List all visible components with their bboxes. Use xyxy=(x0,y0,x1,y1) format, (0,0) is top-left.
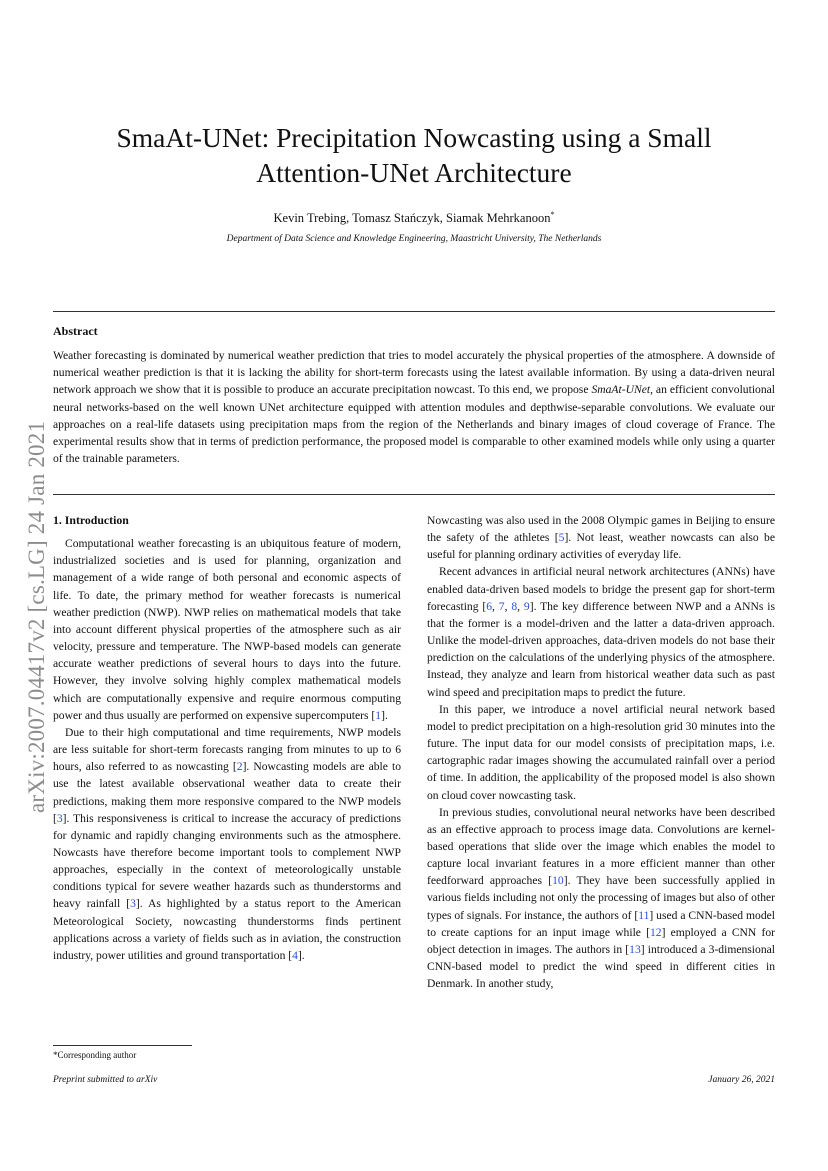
paragraph-text: , xyxy=(504,599,512,613)
paragraph-text: ]. The key difference between NWP and a ANNs is that the former is a model-driven and the latter a data-driven approach. Unlike the model-driven approaches, data-driven models do not base their prediction on the calculations of the underlying physics of the atmosphere. Instead, they analyze and learn from historical weather data such as past wind speed and precipitation maps to predict the future. xyxy=(427,599,776,699)
paragraph-text: ] introduced a 3-dimensional CNN-based model to predict the wind speed in different cities in Denmark. In another study, xyxy=(427,942,775,991)
model-name-emphasis: SmaAt-UNet xyxy=(591,383,651,397)
paragraph-text: Due to their high computational and time requirements, NWP models are less suitable for short-term forecasts ranging from minutes to up to 6 hours, also referred to as nowcasting [ xyxy=(53,725,401,774)
paragraph-text: , xyxy=(517,599,524,613)
paragraph-text: ]. They have been successfully applied in various fields including not only the processing of images but also of other types of signals. For instance, the authors of [ xyxy=(427,874,776,922)
citation-link[interactable]: 12 xyxy=(649,925,662,939)
citation-link[interactable]: 4 xyxy=(292,948,298,962)
arxiv-identifier-stamp: arXiv:2007.04417v2 [cs.LG] 24 Jan 2021 xyxy=(24,420,49,814)
paragraph-text: ]. Not least, weather nowcasts can also be useful for planning ordinary activities of everyday life. xyxy=(427,531,776,562)
citation-link[interactable]: 5 xyxy=(558,531,565,545)
paragraph-text: ]. Nowcasting models are able to use the latest available observational weather data to create their predictions, making them more responsive compared to the NWP models [ xyxy=(53,760,402,825)
right-column xyxy=(427,512,775,992)
paper-title: SmaAt-UNet: Precipitation Nowcasting using a Small Attention-UNet Architecture xyxy=(116,122,712,188)
left-column xyxy=(53,512,401,964)
paragraph xyxy=(427,701,775,804)
left-column-paragraphs xyxy=(53,535,401,964)
citation-link[interactable]: 11 xyxy=(638,908,650,922)
paragraph-text: ] used a CNN-based model to create captions for an input image while [ xyxy=(427,908,775,939)
paragraph-text: ]. xyxy=(381,708,388,722)
abstract-bottom-rule xyxy=(53,494,775,495)
paragraph xyxy=(53,724,401,964)
citation-link[interactable]: 7 xyxy=(498,599,505,613)
citation-link[interactable]: 3 xyxy=(56,811,63,825)
citation-link[interactable]: 10 xyxy=(552,874,564,888)
paragraph xyxy=(427,804,775,993)
paragraph-text: ]. xyxy=(297,948,305,962)
citation-link[interactable]: 8 xyxy=(511,599,518,613)
paragraph-text: In previous studies, convolutional neural networks have been described as an effective approach to process image data. Convolutions are kernel-based operations that slide over the image which enables the model to capture local invariant features in a more efficient manner than other feedforward approaches [ xyxy=(427,805,775,888)
paragraph-text: ] employed a CNN for object detection in images. The authors in [ xyxy=(427,925,775,956)
paragraph-text: , xyxy=(492,599,499,613)
footer-preprint-note: Preprint submitted to arXiv xyxy=(53,1075,158,1085)
corresponding-author-mark: * xyxy=(550,210,555,219)
paragraph-text: Computational weather forecasting is an ubiquitous feature of modern, industrialized societies and is used for planning, organization and management of a wide range of both personal and economic aspects of life. To date, the primary method for weather forecasts is numerical weather prediction (NWP). NWP relies on mathematical models that take into account different physical properties of the atmosphere such as air velocity, pressure and temperature. The NWP-based models can generate accurate weather predictions of several hours to days into the future. However, they involve solving highly complex mathematical models which are computationally expensive and require enormous computing power and thus usually are performed on expensive supercomputers [ xyxy=(53,537,401,722)
footnote-rule xyxy=(53,1045,192,1046)
abstract-heading: Abstract xyxy=(53,324,98,338)
abstract-text-end: , an efficient convolutional neural networks-based on the well known UNet architecture equipped with attention modules and depthwise-separable convolutions. We evaluate our approaches on a real-life datasets using precipitation maps from the region of the Netherlands and binary images of cloud coverage of France. The experimental results show that in terms of prediction performance, the proposed model is comparable to other examined models while only using a quarter of the trainable parameters. xyxy=(53,383,775,466)
citation-link[interactable]: 13 xyxy=(629,942,641,956)
paragraph-text: Recent advances in artificial neural network architectures (ANNs) have enabled data-driven based models to bridge the present gap for short-term forecasting [ xyxy=(427,565,775,613)
author-list xyxy=(60,210,768,226)
paragraph xyxy=(427,512,775,563)
abstract-top-rule xyxy=(53,311,775,312)
author-affiliation: Department of Data Science and Knowledge Engineering, Maastricht University, The Netherlands xyxy=(226,234,602,244)
citation-link[interactable]: 2 xyxy=(236,760,243,774)
section-heading-introduction: 1. Introduction xyxy=(53,513,129,527)
abstract-text-start: Weather forecasting is dominated by numerical weather prediction that tries to model accurately the physical properties of the atmosphere. A downside of numerical weather prediction is that it is lacking the ability for short-term forecasts using the latest available information. By using a data-driven neural network approach we show that it is possible to produce an accurate precipitation nowcast. To this end, we propose xyxy=(53,349,775,397)
paragraph xyxy=(53,535,401,724)
paragraph xyxy=(427,563,775,700)
author-names: Kevin Trebing, Tomasz Stańczyk, Siamak Mehrkanoon xyxy=(273,211,551,226)
paragraph-text: ]. This responsiveness is critical to increase the accuracy of predictions for dynamic and rapidly changing environments such as the atmosphere. Nowcasts have therefore become important tools to complement NWP approaches, especially in the context of meteorologically unstable conditions typical for severe weather hazards such as thunderstorms and heavy rainfall [ xyxy=(53,811,401,911)
abstract-body xyxy=(53,347,775,467)
paragraph-text: ]. As highlighted by a status report to the American Meteorological Society, nowcasting thunderstorms finds pertinent applications across a variety of fields such as in aviation, the construction industry, power utilities and ground transportation [ xyxy=(53,897,401,962)
footnote-corresponding-author: *Corresponding author xyxy=(53,1050,137,1060)
paragraph-text: In this paper, we introduce a novel artificial neural network based model to predict precipitation on a high-resolution grid 30 minutes into the future. The input data for our model consists of precipitation maps, i.e. cartographic radar images showing the accumulated rainfall over a period of time. In addition, the applicability of the proposed model is also shown on cloud cover nowcasting task. xyxy=(427,702,775,802)
citation-link[interactable]: 9 xyxy=(523,599,530,613)
citation-link[interactable]: 1 xyxy=(375,708,382,722)
citation-link[interactable]: 6 xyxy=(486,599,493,613)
paragraph-text: Nowcasting was also used in the 2008 Olympic games in Beijing to ensure the safety of the athletes [ xyxy=(427,514,775,545)
footer-date: January 26, 2021 xyxy=(708,1075,775,1085)
citation-link[interactable]: 3 xyxy=(130,897,136,911)
